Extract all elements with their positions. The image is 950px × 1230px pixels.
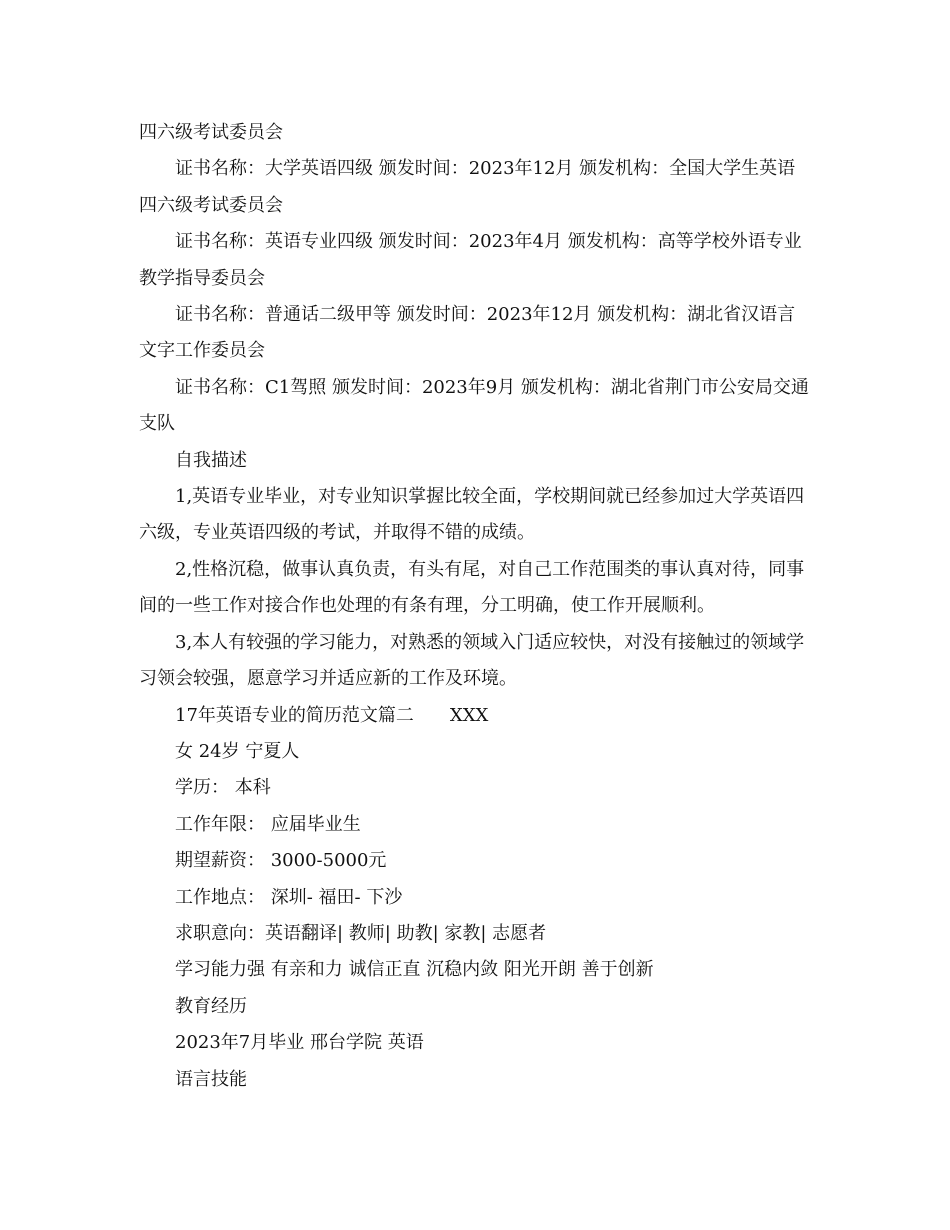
education-level: 学历： 本科 <box>175 777 271 799</box>
section-heading-education: 教育经历 <box>175 995 247 1017</box>
education-entry: 2023年7月毕业 邢台学院 英语 <box>175 1032 424 1054</box>
certificate-item: 证书名称：普通话二级甲等 颁发时间：2023年12月 颁发机构：湖北省汉语言文字工作委员会 <box>139 304 796 362</box>
resume-title: 17年英语专业的简历范文篇二 <box>175 704 414 726</box>
certificate-item: 证书名称：大学英语四级 颁发时间：2023年12月 颁发机构：全国大学生英语四六级考试委员会 <box>139 158 796 216</box>
job-intention: 求职意向：英语翻译| 教师| 助教| 家教| 志愿者 <box>175 922 547 944</box>
self-description-item: 1,英语专业毕业，对专业知识掌握比较全面，学校期间就已经参加过大学英语四六级，专业英语四级的考试，并取得不错的成绩。 <box>139 486 805 544</box>
work-years: 工作年限： 应届毕业生 <box>175 813 361 835</box>
certificate-item: 证书名称：英语专业四级 颁发时间：2023年4月 颁发机构：高等学校外语专业教学指导委员会 <box>139 231 802 289</box>
resume-name: XXX <box>449 704 489 726</box>
section-heading-language-skills: 语言技能 <box>175 1068 247 1090</box>
certificate-item: 证书名称：C1驾照 颁发时间：2023年9月 颁发机构：湖北省荆门市公安局交通支队 <box>139 376 809 435</box>
basic-info: 女 24岁 宁夏人 <box>175 740 300 762</box>
expected-salary: 期望薪资： 3000-5000元 <box>175 850 387 872</box>
continued-line: 四六级考试委员会 <box>139 122 283 143</box>
personal-traits: 学习能力强 有亲和力 诚信正直 沉稳内敛 阳光开朗 善于创新 <box>175 959 654 981</box>
section-heading-self-description: 自我描述 <box>175 449 247 471</box>
resume-title-line <box>139 698 811 734</box>
self-description-item: 2,性格沉稳，做事认真负责，有头有尾，对自己工作范围类的事认真对待，同事间的一些工作对接合作也处理的有条有理，分工明确，使工作开展顺利。 <box>139 558 805 617</box>
self-description-item: 3,本人有较强的学习能力，对熟悉的领域入门适应较快，对没有接触过的领域学习领会较强，愿意学习并适应新的工作及环境。 <box>139 631 805 690</box>
document-body <box>139 115 811 1098</box>
work-location: 工作地点： 深圳- 福田- 下沙 <box>175 886 403 908</box>
